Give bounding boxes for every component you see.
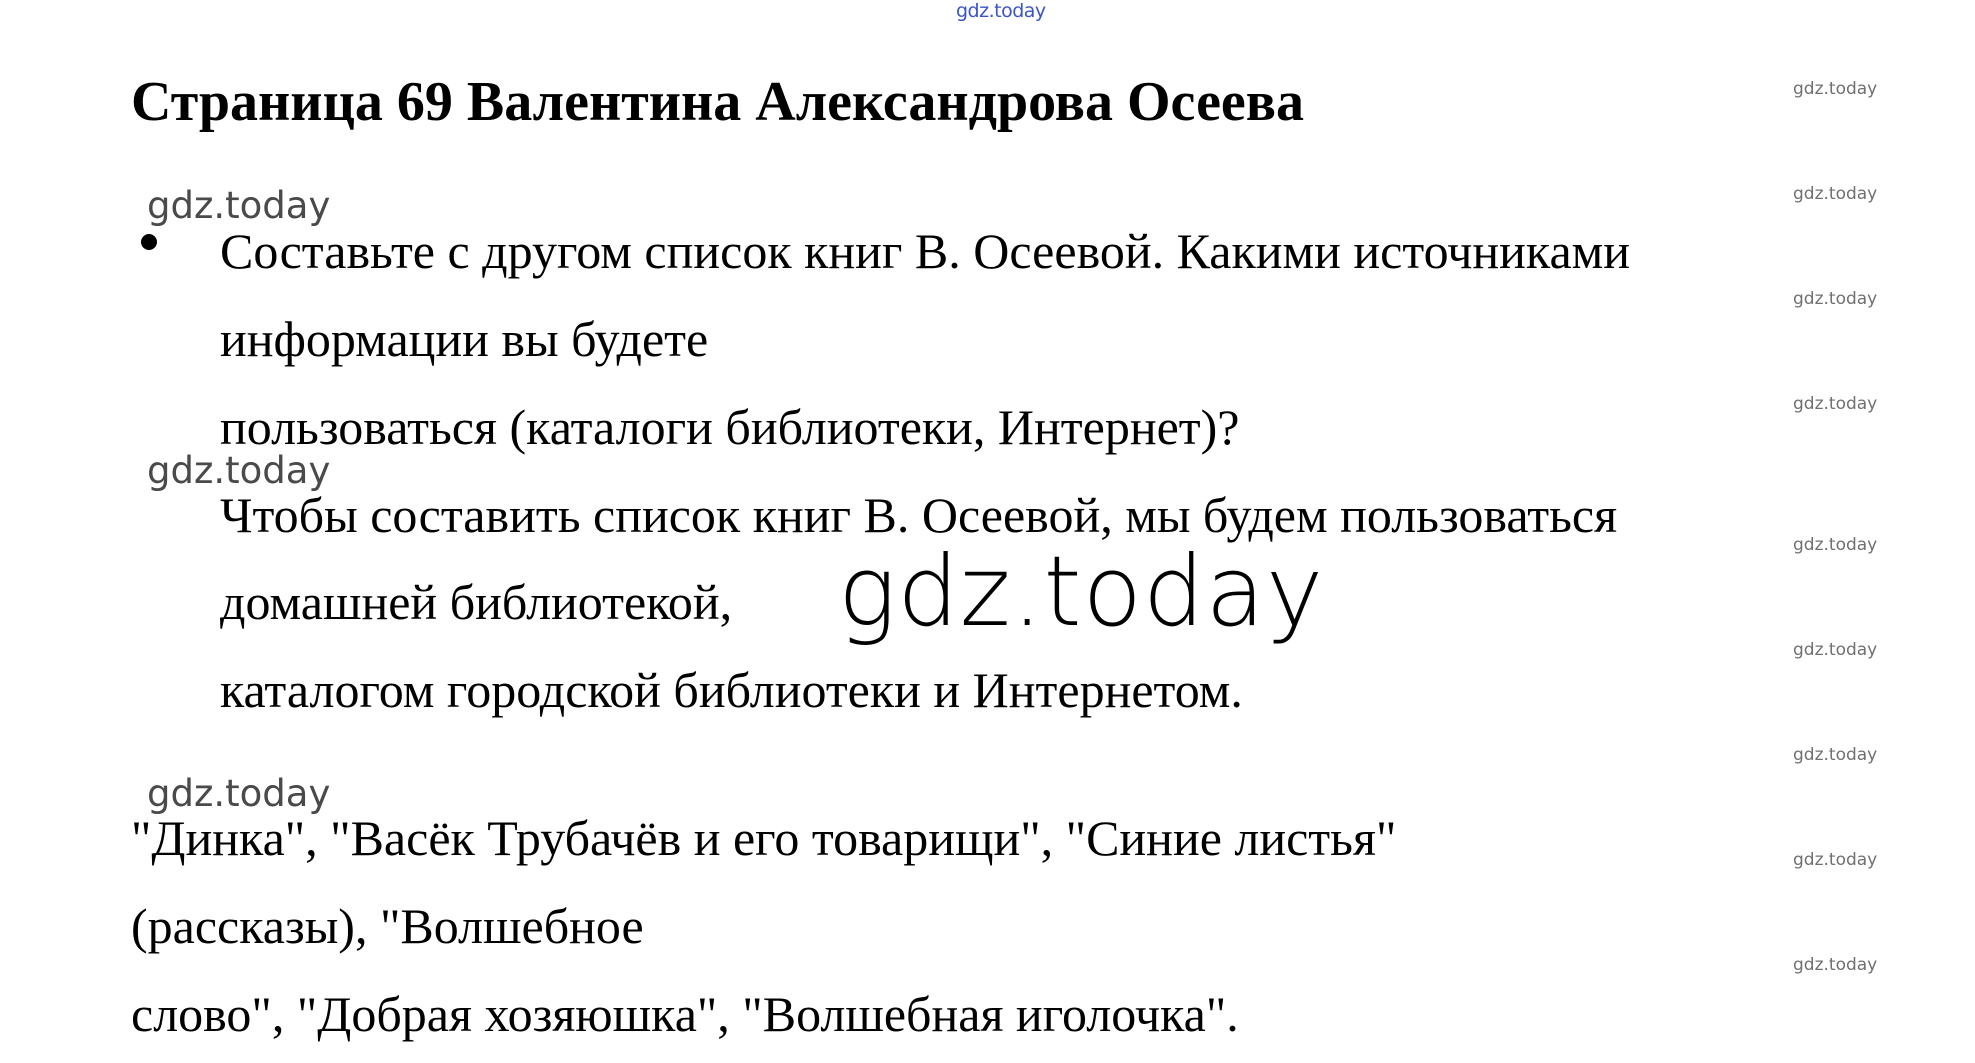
list-bullet xyxy=(141,234,157,250)
watermark-small: gdz.today xyxy=(1793,535,1878,555)
answer-line: домашней библиотекой, xyxy=(220,574,733,630)
question-line: информации вы будете xyxy=(220,311,709,367)
watermark-small: gdz.today xyxy=(1793,289,1878,309)
answer-line: каталогом городской библиотеки и Интернетом. xyxy=(220,662,1243,718)
question-line: пользоваться (каталоги библиотеки, Интернет)? xyxy=(220,399,1240,455)
watermark-medium: gdz.today xyxy=(147,449,331,492)
page-title: Страница 69 Валентина Александрова Осеева xyxy=(131,71,1305,133)
watermark-small: gdz.today xyxy=(1793,955,1878,975)
books-line: слово", "Добрая хозяюшка", "Волшебная иголочка". xyxy=(131,986,1239,1042)
books-line: "Динка", "Васёк Трубачёв и его товарищи", "Синие листья" xyxy=(131,810,1397,866)
answer-line: Чтобы составить список книг В. Осеевой, мы будем пользоваться xyxy=(220,487,1618,543)
watermark-small: gdz.today xyxy=(1793,79,1878,99)
watermark-small: gdz.today xyxy=(1793,850,1878,870)
watermark-large: gdz.today xyxy=(838,535,1325,648)
watermark-medium: gdz.today xyxy=(147,184,331,227)
books-line: (рассказы), "Волшебное xyxy=(131,898,644,954)
watermark-small: gdz.today xyxy=(1793,394,1878,414)
question-line: Составьте с другом список книг В. Осеевой. Какими источниками xyxy=(220,223,1631,279)
watermark-medium: gdz.today xyxy=(147,772,331,815)
site-watermark-top: gdz.today xyxy=(956,0,1046,22)
watermark-small: gdz.today xyxy=(1793,745,1878,765)
watermark-small: gdz.today xyxy=(1793,640,1878,660)
watermark-small: gdz.today xyxy=(1793,184,1878,204)
